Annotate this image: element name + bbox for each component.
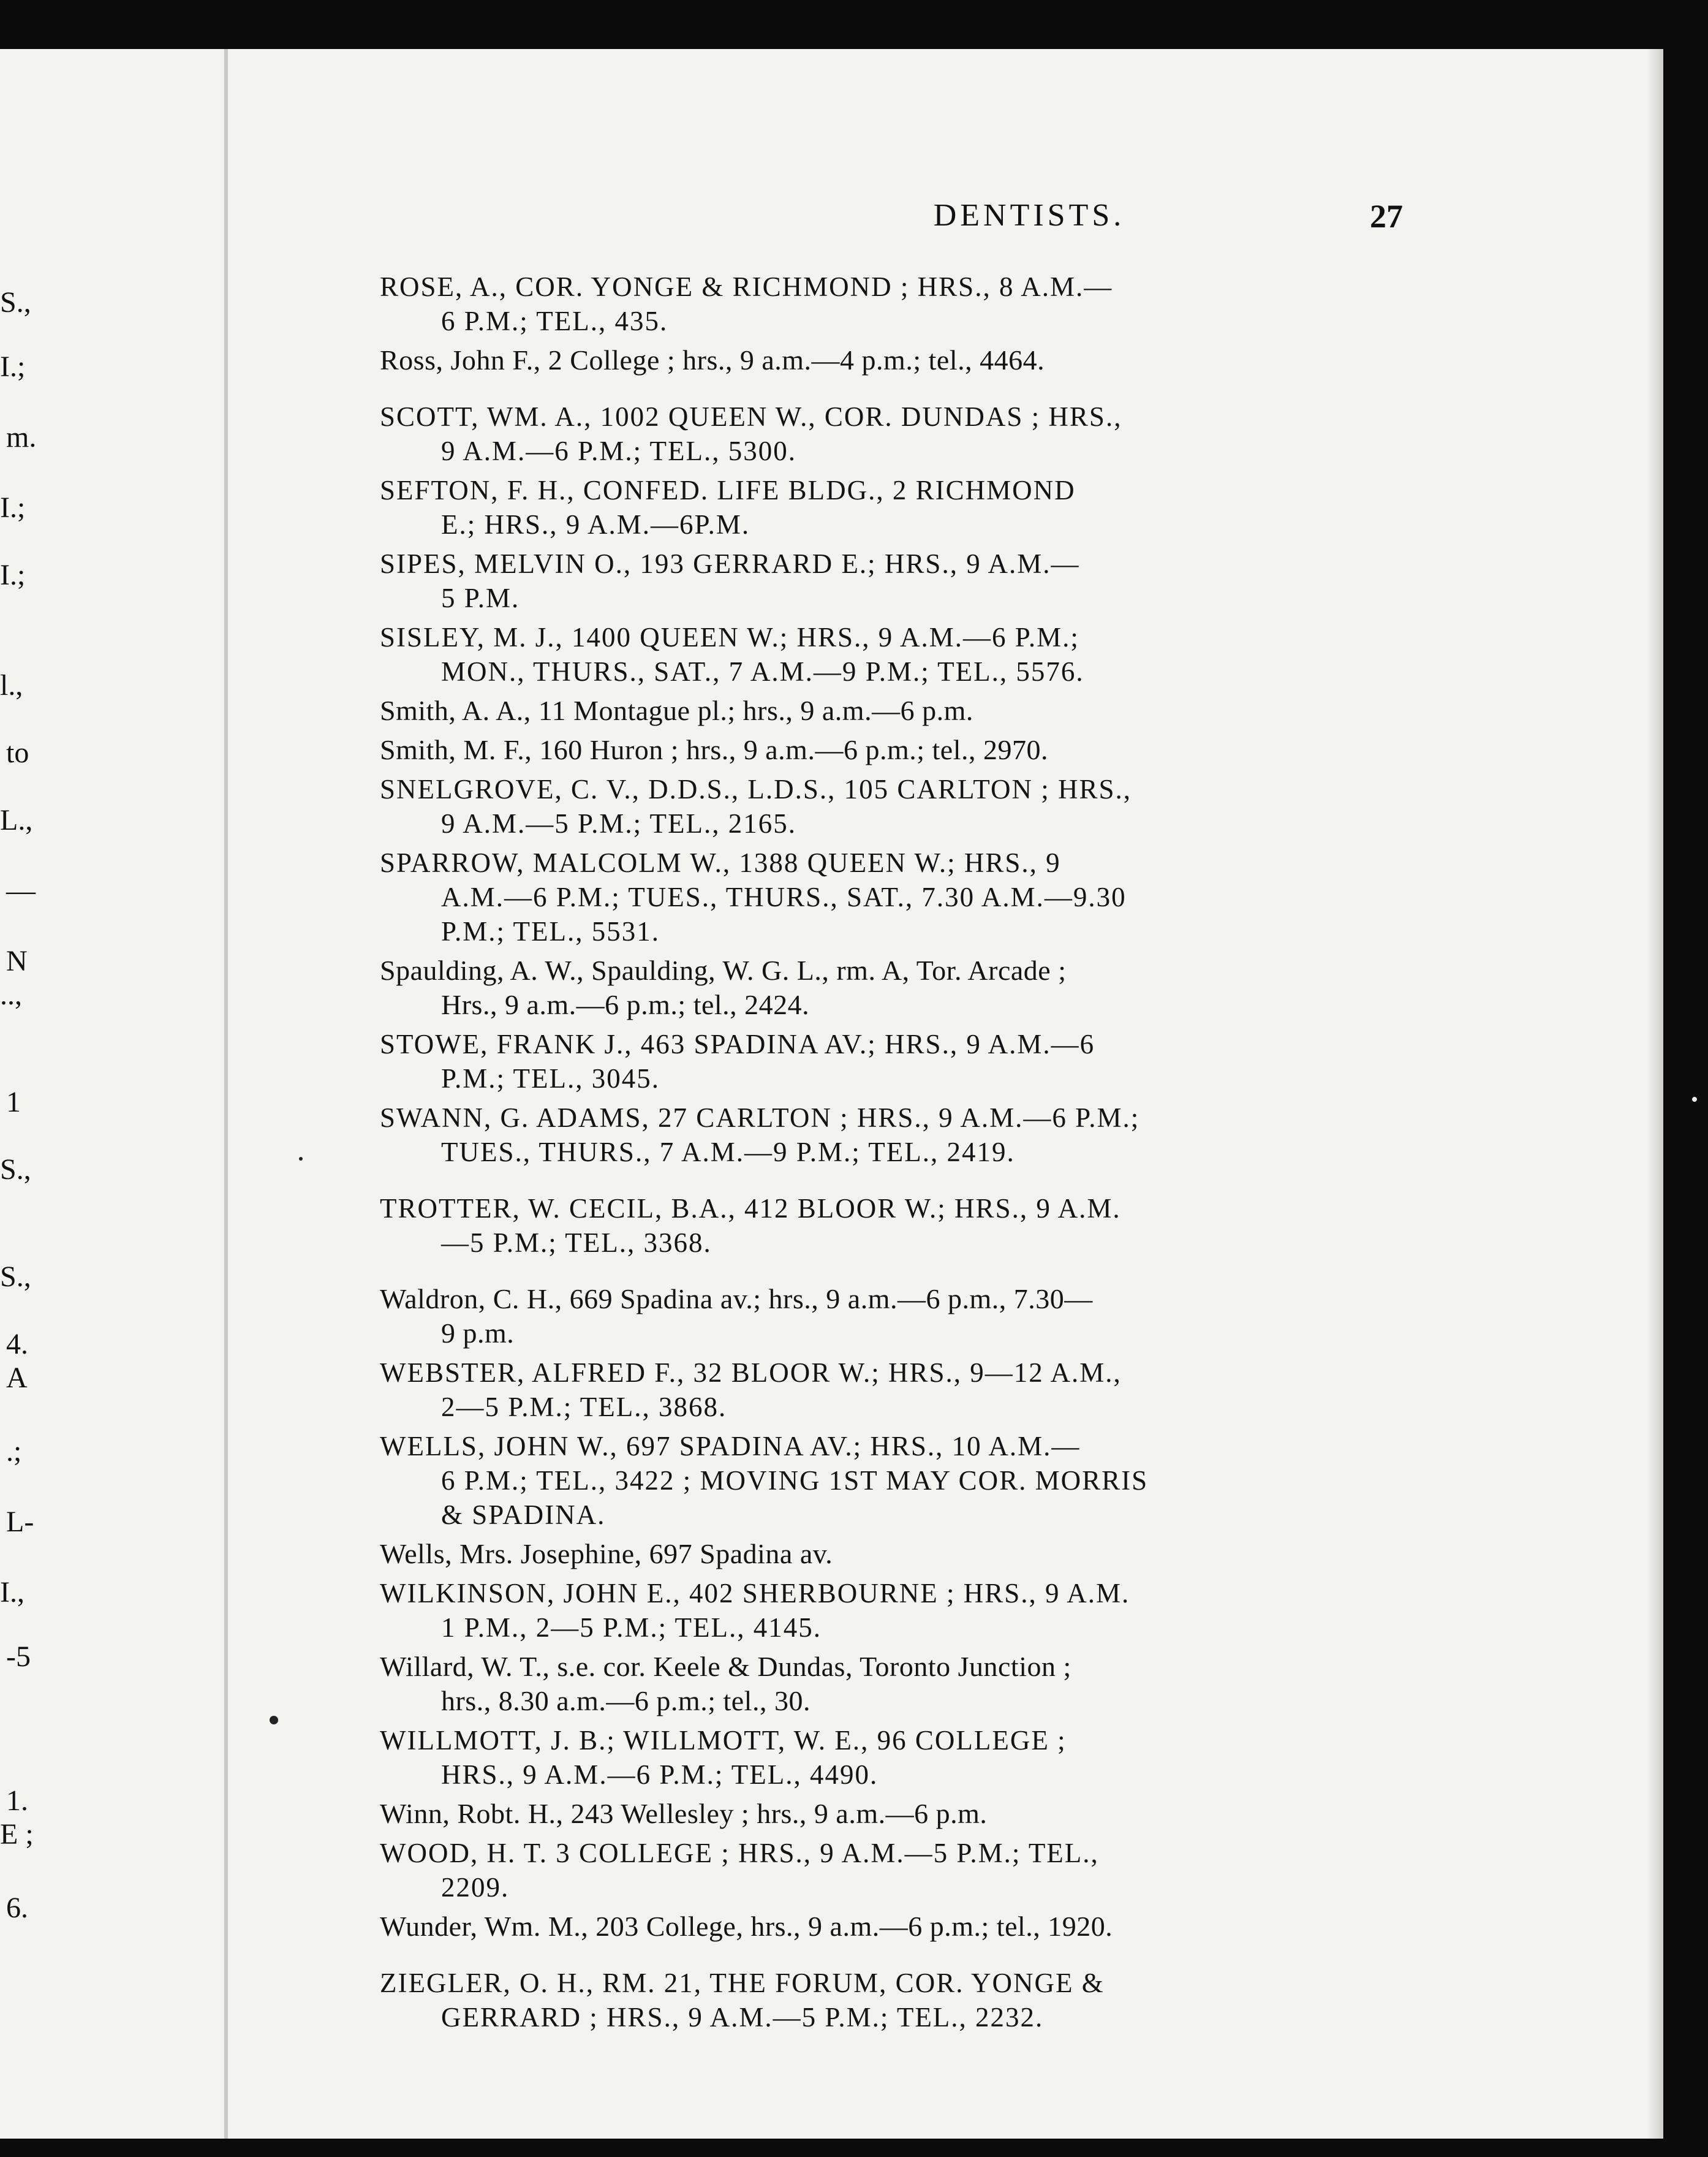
entry-line: SIPES, MELVIN O., 193 GERRARD E.; HRS., 9 A.M.— <box>380 548 1080 579</box>
entry-line: WOOD, H. T. 3 COLLEGE ; HRS., 9 A.M.—5 P.M.; TEL., <box>380 1838 1099 1868</box>
adjacent-page-fragment: .., <box>0 979 22 1011</box>
adjacent-page-fragment: N <box>6 945 28 977</box>
directory-entry <box>380 846 1415 949</box>
entry-line: Willard, W. T., s.e. cor. Keele & Dundas, Toronto Junction ; <box>380 1651 1071 1682</box>
adjacent-page-fragment: I.; <box>0 351 26 383</box>
entry-continuation-line: 1 P.M., 2—5 P.M.; TEL., 4145. <box>441 1612 822 1643</box>
entry-continuation-line: P.M.; TEL., 5531. <box>441 916 660 947</box>
directory-entry <box>380 400 1415 468</box>
entry-line: Smith, A. A., 11 Montague pl.; hrs., 9 a.m.—6 p.m. <box>380 695 973 726</box>
directory-entry <box>380 1966 1415 2034</box>
page-header <box>380 197 1403 234</box>
directory-entry <box>380 1027 1415 1096</box>
page-number: 27 <box>1370 198 1403 235</box>
directory-entry <box>380 1909 1415 1944</box>
adjacent-page-fragment: m. <box>6 421 37 453</box>
adjacent-page-fragment: 6. <box>6 1892 28 1924</box>
directory-entries <box>380 270 1415 2039</box>
entry-line: Waldron, C. H., 669 Spadina av.; hrs., 9 a.m.—6 p.m., 7.30— <box>380 1283 1093 1314</box>
entry-continuation-line: 5 P.M. <box>441 583 520 613</box>
directory-entry <box>380 1797 1415 1831</box>
entry-line: WEBSTER, ALFRED F., 32 BLOOR W.; HRS., 9—12 A.M., <box>380 1357 1122 1388</box>
entry-line: STOWE, FRANK J., 463 SPADINA AV.; HRS., 9 A.M.—6 <box>380 1029 1095 1060</box>
directory-entry <box>380 953 1415 1022</box>
adjacent-page-fragment: -5 <box>6 1640 31 1673</box>
adjacent-page-fragment: I.; <box>0 491 26 524</box>
adjacent-page-fragment: S., <box>0 1260 31 1293</box>
scan-speck <box>299 1157 303 1161</box>
adjacent-page-fragment: I.; <box>0 559 26 591</box>
entry-line: ZIEGLER, O. H., RM. 21, THE FORUM, COR. YONGE & <box>380 1968 1105 1998</box>
adjacent-page-fragment: I., <box>0 1576 25 1609</box>
entry-continuation-line: Hrs., 9 a.m.—6 p.m.; tel., 2424. <box>441 989 810 1020</box>
directory-entry <box>380 1355 1415 1424</box>
entry-line: WILLMOTT, J. B.; WILLMOTT, W. E., 96 COLLEGE ; <box>380 1725 1067 1756</box>
page-gutter <box>224 49 228 2139</box>
page-edge-shadow <box>1647 49 1663 2139</box>
directory-entry <box>380 343 1415 377</box>
directory-entry <box>380 547 1415 615</box>
adjacent-page-fragment: — <box>6 874 36 907</box>
directory-entry <box>380 1650 1415 1718</box>
adjacent-page-margin <box>0 0 221 2157</box>
directory-entry <box>380 1576 1415 1645</box>
directory-entry <box>380 620 1415 689</box>
entry-line: SEFTON, F. H., CONFED. LIFE BLDG., 2 RICHMOND <box>380 475 1076 506</box>
entry-continuation-line: P.M.; TEL., 3045. <box>441 1063 660 1094</box>
directory-entry <box>380 270 1415 338</box>
adjacent-page-fragment: to <box>6 737 29 769</box>
directory-entry <box>380 1282 1415 1351</box>
entry-continuation-line: 6 P.M.; TEL., 435. <box>441 306 668 336</box>
entry-line: Ross, John F., 2 College ; hrs., 9 a.m.—4 p.m.; tel., 4464. <box>380 344 1045 376</box>
entry-continuation-line: E.; HRS., 9 A.M.—6P.M. <box>441 509 750 540</box>
running-head: DENTISTS. <box>933 198 1125 233</box>
entry-continuation-line: 2—5 P.M.; TEL., 3868. <box>441 1392 727 1422</box>
entry-continuation-line: hrs., 8.30 a.m.—6 p.m.; tel., 30. <box>441 1685 811 1716</box>
entry-continuation-line: —5 P.M.; TEL., 3368. <box>441 1227 712 1258</box>
directory-entry <box>380 473 1415 542</box>
adjacent-page-fragment: 1. <box>6 1784 28 1817</box>
entry-continuation-line: 6 P.M.; TEL., 3422 ; MOVING 1ST MAY COR. MORRIS <box>441 1465 1149 1496</box>
entry-continuation-line: TUES., THURS., 7 A.M.—9 P.M.; TEL., 2419. <box>441 1137 1015 1167</box>
directory-entry <box>380 694 1415 728</box>
directory-entry <box>380 1191 1415 1260</box>
entry-continuation-line: 9 p.m. <box>441 1317 515 1349</box>
entry-line: Wunder, Wm. M., 203 College, hrs., 9 a.m.—6 p.m.; tel., 1920. <box>380 1911 1113 1942</box>
entry-continuation-line: A.M.—6 P.M.; TUES., THURS., SAT., 7.30 A.M.—9.30 <box>441 882 1127 912</box>
entry-continuation-line: 9 A.M.—6 P.M.; TEL., 5300. <box>441 436 796 466</box>
scan-speck <box>270 1716 278 1724</box>
directory-entry <box>380 1429 1415 1532</box>
entry-line: SNELGROVE, C. V., D.D.S., L.D.S., 105 CARLTON ; HRS., <box>380 774 1132 805</box>
adjacent-page-fragment: l., <box>0 669 23 702</box>
adjacent-page-fragment: S., <box>0 1153 31 1186</box>
entry-line: SCOTT, WM. A., 1002 QUEEN W., COR. DUNDAS ; HRS., <box>380 401 1122 432</box>
entry-line: Smith, M. F., 160 Huron ; hrs., 9 a.m.—6 p.m.; tel., 2970. <box>380 734 1048 765</box>
entry-continuation-line: & SPADINA. <box>441 1499 606 1530</box>
entry-line: ROSE, A., COR. YONGE & RICHMOND ; HRS., 8 A.M.— <box>380 271 1113 302</box>
adjacent-page-fragment: 1 <box>6 1086 21 1118</box>
directory-entry <box>380 1723 1415 1792</box>
entry-line: TROTTER, W. CECIL, B.A., 412 BLOOR W.; HRS., 9 A.M. <box>380 1193 1121 1224</box>
entry-line: SPARROW, MALCOLM W., 1388 QUEEN W.; HRS., 9 <box>380 847 1061 878</box>
entry-continuation-line: 9 A.M.—5 P.M.; TEL., 2165. <box>441 808 796 839</box>
entry-line: WILKINSON, JOHN E., 402 SHERBOURNE ; HRS., 9 A.M. <box>380 1578 1130 1609</box>
entry-continuation-line: 2209. <box>441 1872 510 1903</box>
adjacent-page-fragment: S., <box>0 286 31 319</box>
entry-line: Spaulding, A. W., Spaulding, W. G. L., rm. A, Tor. Arcade ; <box>380 955 1067 986</box>
scan-speck <box>1692 1097 1697 1102</box>
directory-entry <box>380 733 1415 767</box>
entry-continuation-line: MON., THURS., SAT., 7 A.M.—9 P.M.; TEL., 5576. <box>441 656 1084 687</box>
adjacent-page-fragment: E ; <box>0 1818 34 1851</box>
adjacent-page-fragment: .; <box>6 1435 22 1468</box>
entry-line: Wells, Mrs. Josephine, 697 Spadina av. <box>380 1538 833 1569</box>
entry-continuation-line: GERRARD ; HRS., 9 A.M.—5 P.M.; TEL., 2232. <box>441 2002 1044 2033</box>
directory-entry <box>380 1537 1415 1571</box>
entry-line: SISLEY, M. J., 1400 QUEEN W.; HRS., 9 A.M.—6 P.M.; <box>380 622 1079 653</box>
entry-continuation-line: HRS., 9 A.M.—6 P.M.; TEL., 4490. <box>441 1759 879 1790</box>
directory-entry <box>380 1101 1415 1169</box>
directory-entry <box>380 772 1415 841</box>
entry-line: SWANN, G. ADAMS, 27 CARLTON ; HRS., 9 A.M.—6 P.M.; <box>380 1102 1140 1133</box>
entry-line: Winn, Robt. H., 243 Wellesley ; hrs., 9 a.m.—6 p.m. <box>380 1798 988 1829</box>
adjacent-page-fragment: A <box>6 1362 28 1394</box>
adjacent-page-fragment: L., <box>0 804 33 836</box>
entry-line: WELLS, JOHN W., 697 SPADINA AV.; HRS., 10 A.M.— <box>380 1431 1081 1461</box>
adjacent-page-fragment: 4. <box>6 1328 28 1360</box>
adjacent-page-fragment: L- <box>6 1506 34 1538</box>
directory-entry <box>380 1836 1415 1905</box>
